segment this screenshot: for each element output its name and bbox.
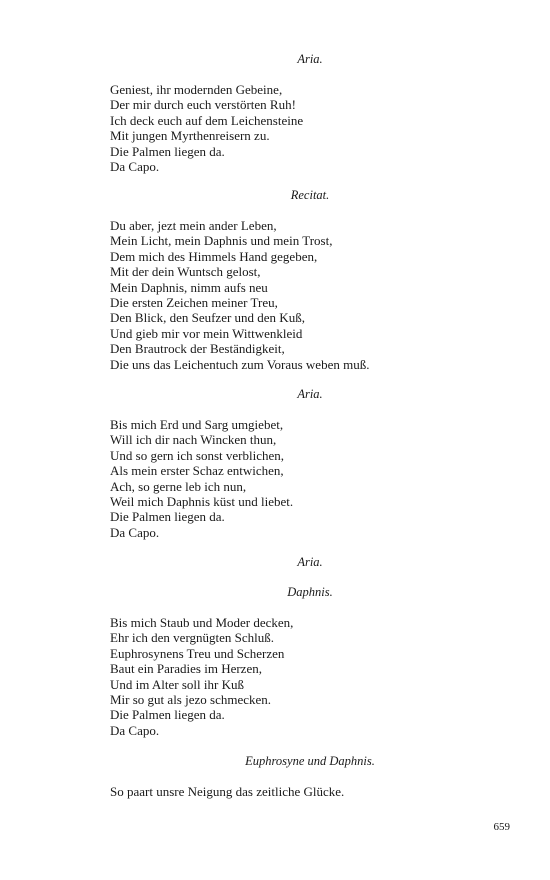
section-heading: Recitat. [290,188,330,202]
verse-line: Geniest, ihr modernden Gebeine, [110,82,283,97]
verse-line: Ich deck euch auf dem Leichensteine [110,112,304,128]
verse-line: Mein Licht, mein Daphnis und mein Trost, [110,233,333,249]
verse-line: Als mein erster Schaz entwichen, [110,463,284,479]
verse-line: Baut ein Paradies im Herzen, [110,661,262,677]
verse-block [110,82,510,174]
verse-line: Ehr ich den vergnügten Schluß. [110,630,275,646]
verse-line: Den Brautrock der Beständigkeit, [110,341,285,357]
section-heading: Aria. [297,387,323,401]
verse-line: Ach, so gerne leb ich nun, [110,478,247,494]
verse-line: Mir so gut als jezo schmecken. [110,692,272,708]
verse-line: Euphrosynens Treu und Scherzen [110,645,285,661]
verse-line: Will ich dir nach Wincken thun, [110,432,277,448]
verse-block [110,218,510,372]
verse-line: Und gieb mir vor mein Wittwenkleid [110,325,303,341]
verse-line: Die Palmen liegen da. [110,143,225,159]
verse-line: Dem mich des Himmels Hand gegeben, [110,248,318,264]
verse-block [110,615,510,738]
verse-line: Bis mich Erd und Sarg umgiebet, [110,417,284,432]
verse-line: Den Blick, den Seufzer und den Kuß, [110,310,305,326]
verse-line: So paart unsre Neigung das zeitliche Glücke. [110,784,345,799]
section-heading: Aria. [297,555,323,569]
verse-line: Die ersten Zeichen meiner Treu, [110,295,278,311]
verse-line: Du aber, jezt mein ander Leben, [110,218,277,233]
verse-line: Mit der dein Wuntsch gelost, [110,264,261,280]
verse-line: Weil mich Daphnis küst und liebet. [110,494,294,510]
verse-line: Der mir durch euch verstörten Ruh! [110,97,296,113]
verse-line: Mein Daphnis, nimm aufs neu [110,279,268,295]
section-heading: Aria. [297,52,323,66]
verse-block [110,784,510,799]
verse-line: Die Palmen liegen da. [110,707,225,723]
page-number: 659 [493,821,510,833]
verse-line: Da Capo. [110,524,160,540]
verse-line: Die uns das Leichentuch zum Voraus weben muß. [110,356,370,372]
verse-line: Da Capo. [110,722,160,738]
verse-line: Die Palmen liegen da. [110,509,225,525]
verse-line: Mit jungen Myrthenreisern zu. [110,128,270,144]
verse-line: Bis mich Staub und Moder decken, [110,615,294,630]
verse-block [110,417,510,540]
section-heading: Euphrosyne und Daphnis. [245,754,375,768]
verse-line: Da Capo. [110,159,160,175]
speaker-heading: Daphnis. [287,585,333,599]
verse-line: Und im Alter soll ihr Kuß [110,676,244,692]
verse-line: Und so gern ich sonst verblichen, [110,447,285,463]
